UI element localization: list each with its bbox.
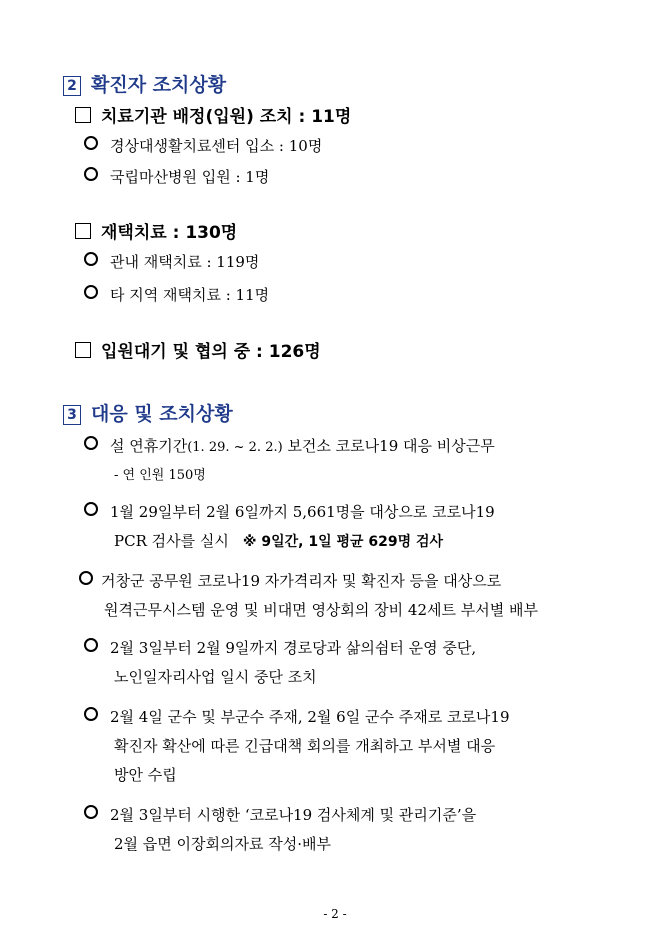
list-item <box>84 251 259 272</box>
list-item-text: 2월 3일부터 2월 9일까지 경로당과 삶의쉼터 운영 중단, <box>110 639 477 657</box>
list-item-date-range: (1. 29. ~ 2. 2.) <box>187 440 283 455</box>
list-item-text: 2월 3일부터 시행한 ‘코로나19 검사체계 및 관리기준’을 <box>110 806 477 824</box>
page-number: - 2 - <box>323 907 347 921</box>
checkbox-square-icon <box>75 223 91 239</box>
list-item-note: ※ 9일간, 1일 평균 629명 검사 <box>242 534 444 550</box>
circle-bullet-icon <box>84 436 98 450</box>
circle-bullet-icon <box>84 502 98 516</box>
list-item-continuation: 노인일자리사업 일시 중단 조치 <box>114 668 317 686</box>
circle-bullet-icon <box>84 638 98 652</box>
group-heading-text: 입원대기 및 협의 중 : 126명 <box>101 342 321 362</box>
list-item-text: 거창군 공무원 코로나19 자가격리자 및 확진자 등을 대상으로 <box>101 572 502 590</box>
list-item-text: 보건소 코로나19 대응 비상근무 <box>282 437 495 455</box>
section-2-heading <box>63 70 226 97</box>
list-item <box>84 135 322 156</box>
list-item-continuation: 방안 수립 <box>114 766 177 784</box>
group-heading-hospital <box>75 102 351 127</box>
list-item-text: 설 연휴기간 <box>110 437 188 455</box>
list-item-text: 관내 재택치료 : 119명 <box>110 253 260 271</box>
list-item-continuation <box>114 530 443 551</box>
checkbox-square-icon <box>75 342 91 358</box>
circle-bullet-icon <box>84 285 98 299</box>
group-heading-home-treatment <box>75 218 237 243</box>
list-item-continuation: 확진자 확산에 따른 긴급대책 회의를 개최하고 부서별 대응 <box>114 737 496 755</box>
group-heading-text: 치료기관 배정(입원) 조치 : 11명 <box>101 107 352 127</box>
list-item-text: 1월 29일부터 2월 6일까지 5,661명을 대상으로 코로나19 <box>110 503 495 521</box>
list-item <box>79 570 501 591</box>
list-item-text: 경상대생활치료센터 입소 : 10명 <box>110 137 323 155</box>
group-heading-waiting <box>75 337 321 362</box>
section-number-box: 2 <box>63 76 81 96</box>
circle-bullet-icon <box>84 805 98 819</box>
list-item-subline: - 연 인원 150명 <box>114 468 206 483</box>
list-item-text: 타 지역 재택치료 : 11명 <box>110 286 270 304</box>
list-item <box>84 706 510 727</box>
list-item-text: 2월 4일 군수 및 부군수 주재, 2월 6일 군수 주재로 코로나19 <box>110 708 510 726</box>
circle-bullet-icon <box>84 707 98 721</box>
section-3-title: 대응 및 조치상황 <box>91 403 233 425</box>
checkbox-square-icon <box>75 107 91 123</box>
list-item-text: PCR 검사를 실시 <box>114 532 229 550</box>
circle-bullet-icon <box>84 252 98 266</box>
list-item-continuation: 원격근무시스템 운영 및 비대면 영상회의 장비 42세트 부서별 배부 <box>104 601 538 619</box>
section-3-heading <box>63 399 233 426</box>
list-item-text: 국립마산병원 입원 : 1명 <box>110 168 270 186</box>
list-item <box>84 166 269 187</box>
circle-bullet-icon <box>84 167 98 181</box>
section-number-box: 3 <box>63 405 81 425</box>
list-item-continuation: 2월 읍면 이장회의자료 작성·배부 <box>114 835 331 853</box>
list-item <box>84 435 495 456</box>
circle-bullet-icon <box>84 136 98 150</box>
section-2-title: 확진자 조치상황 <box>91 74 227 96</box>
list-item <box>84 637 476 658</box>
group-heading-text: 재택치료 : 130명 <box>101 223 238 243</box>
circle-bullet-icon <box>79 571 93 585</box>
list-item <box>84 804 476 825</box>
list-item <box>84 501 495 522</box>
list-item <box>84 284 269 305</box>
